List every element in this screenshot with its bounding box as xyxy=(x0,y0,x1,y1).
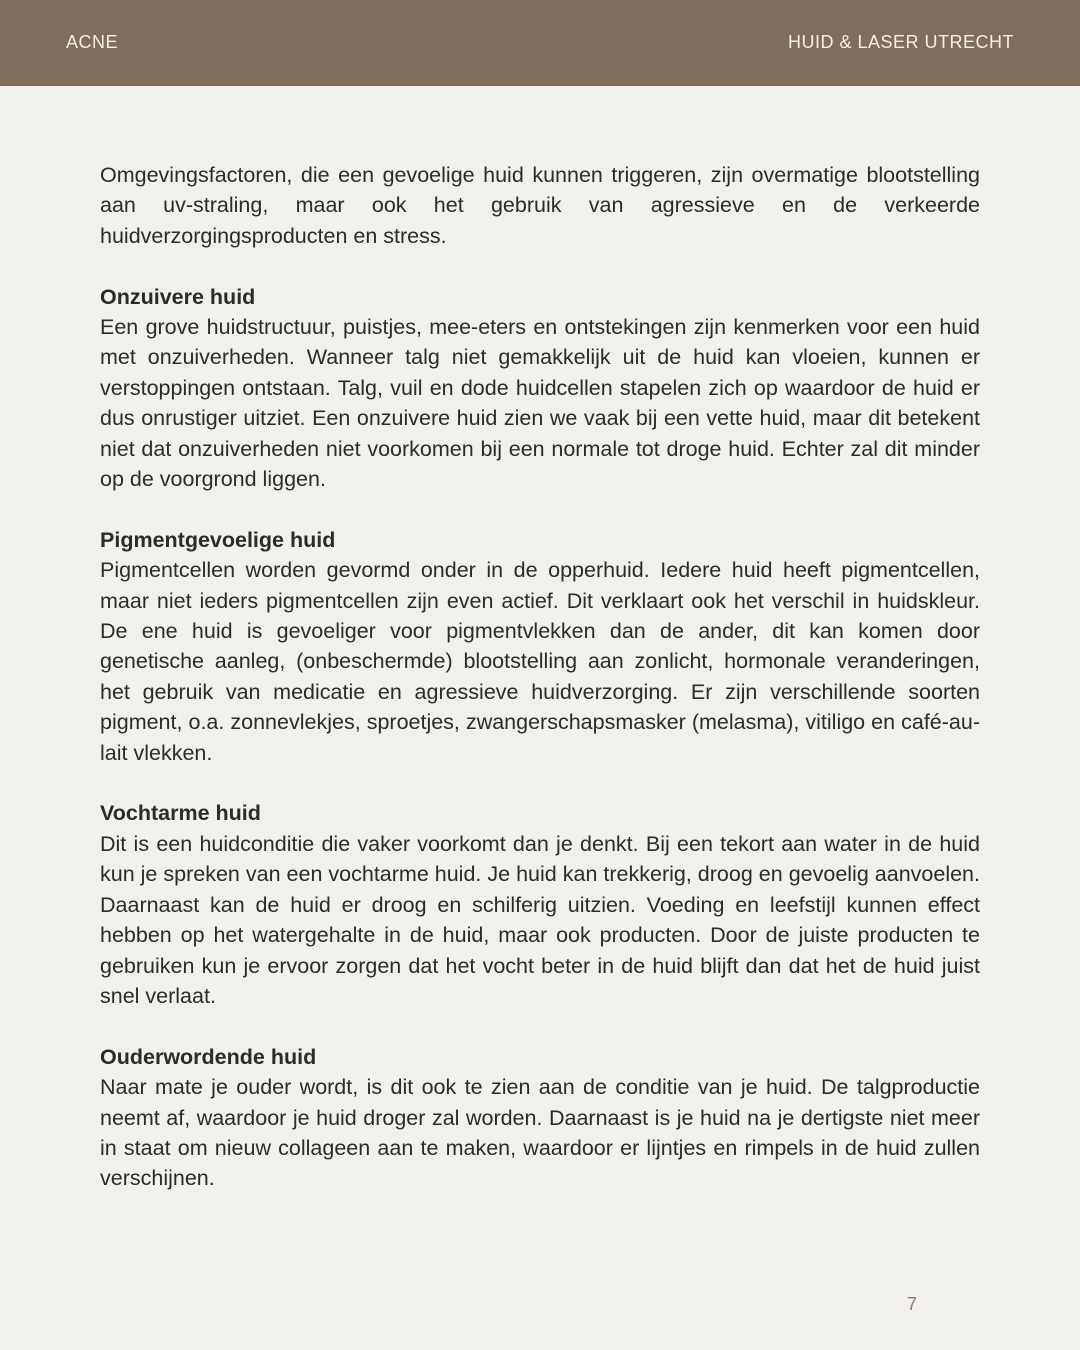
section-body: Een grove huidstructuur, puistjes, mee-eters en ontstekingen zijn kenmerken voor een huid met onzuiverheden. Wanneer talg niet gemakkelijk uit de huid kan vloeien, kunnen er verstoppingen ontstaan. Talg, vuil en dode huidcellen stapelen zich op waardoor de huid er dus onrustiger uitziet. Een onzuivere huid zien we vaak bij een vette huid, maar dit betekent niet dat onzuiverheden niet voorkomen bij een normale tot droge huid. Echter zal dit minder op de voorgrond liggen. xyxy=(100,315,980,492)
section-body: Pigmentcellen worden gevormd onder in de opperhuid. Iedere huid heeft pigmentcellen, maar niet ieders pigmentcellen zijn even actief. Dit verklaart ook het verschil in huidskleur. De ene huid is gevoeliger voor pigmentvlekken dan de ander, dit kan komen door genetische aanleg, (onbeschermde) blootstelling aan zonlicht, hormonale veranderingen, het gebruik van medicatie en agressieve huidverzorging. Er zijn verschillende soorten pigment, o.a. zonnevlekjes, sproetjes, zwangerschapsmasker (melasma), vitiligo en café-au-lait vlekken. xyxy=(100,558,980,765)
section-body: Dit is een huidconditie die vaker voorkomt dan je denkt. Bij een tekort aan water in de huid kun je spreken van een vochtarme huid. Je huid kan trekkerig, droog en gevoelig aanvoelen. Daarnaast kan de huid er droog en schilferig uitzien. Voeding en leefstijl kunnen effect hebben op het watergehalte in de huid, maar ook producten. Door de juiste producten te gebruiken kun je ervoor zorgen dat het vocht beter in de huid blijft dan dat het de huid juist snel verlaat. xyxy=(100,831,980,1008)
header-brand-label: HUID & LASER UTRECHT xyxy=(787,32,1014,52)
section-vochtarme-huid xyxy=(100,798,980,1011)
section-title: Pigmentgevoelige huid xyxy=(100,527,336,552)
section-ouderwordende-huid xyxy=(100,1042,980,1194)
page-header xyxy=(0,0,1080,86)
intro-paragraph: Omgevingsfactoren, die een gevoelige huid kunnen triggeren, zijn overmatige blootstelling aan uv-straling, maar ook het gebruik van agressieve en de verkeerde huidverzorgingsproducten en stress. xyxy=(100,163,980,248)
section-body: Naar mate je ouder wordt, is dit ook te zien aan de conditie van je huid. De talgproductie neemt af, waardoor je huid droger zal worden. Daarnaast is je huid na je dertigste niet meer in staat om nieuw collageen aan te maken, waardoor er lijntjes en rimpels in de huid zullen verschijnen. xyxy=(100,1075,980,1191)
section-title: Onzuivere huid xyxy=(100,284,256,309)
header-chapter-label: ACNE xyxy=(66,32,119,52)
section-pigmentgevoelige-huid xyxy=(100,525,980,768)
section-onzuivere-huid xyxy=(100,282,980,495)
section-title: Ouderwordende huid xyxy=(100,1044,317,1069)
page-content xyxy=(100,160,980,1194)
section-title: Vochtarme huid xyxy=(100,801,261,826)
page-number: 7 xyxy=(907,1294,918,1314)
